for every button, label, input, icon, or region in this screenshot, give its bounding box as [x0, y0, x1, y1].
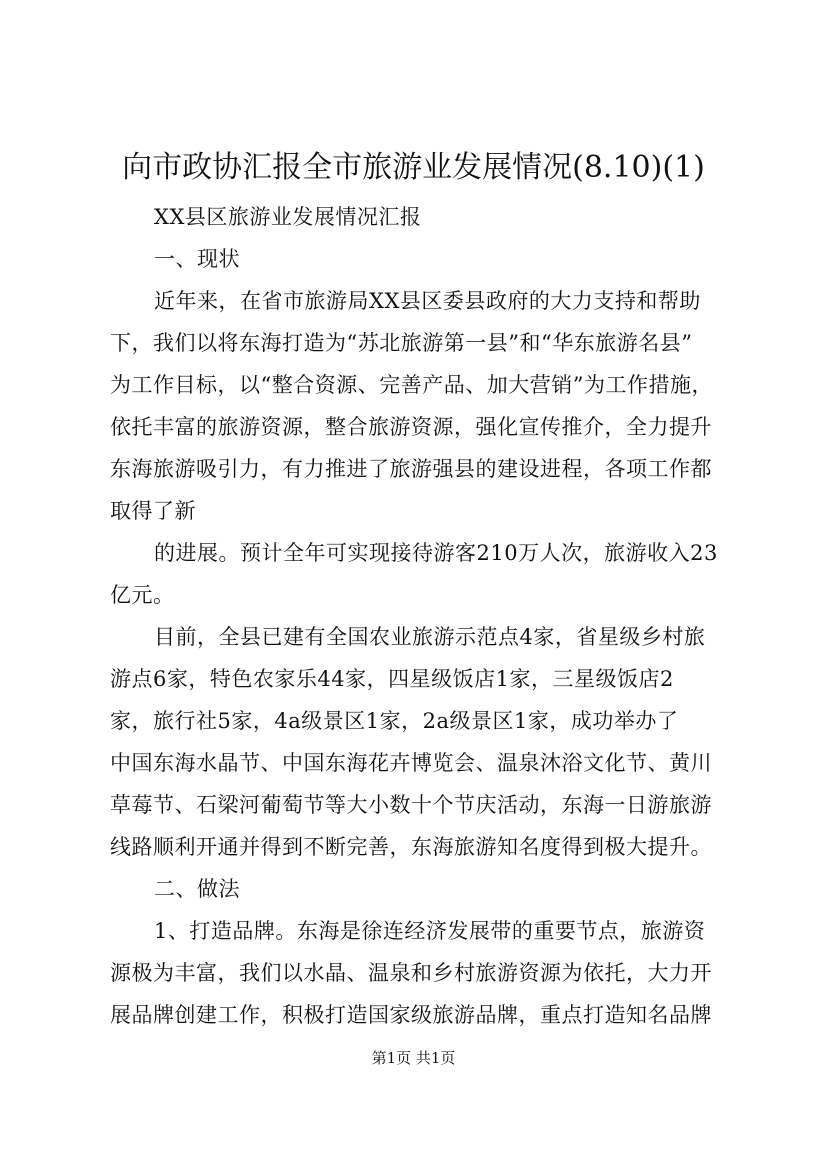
subtitle-line: XX县区旅游业发展情况汇报 — [154, 205, 422, 229]
paragraph-line: 源极为丰富，我们以水晶、温泉和乡村旅游资源为依托，大力开 — [110, 961, 712, 985]
paragraph-line: 目前，全县已建有全国农业旅游示范点4家，省星级乡村旅 — [154, 625, 706, 649]
paragraph-line: 近年来，在省市旅游局XX县区委县政府的大力支持和帮助 — [154, 289, 701, 313]
paragraph-line: 亿元。 — [110, 583, 175, 607]
page-number-footer: 第1页 共1页 — [371, 1049, 456, 1067]
paragraph-line: 草莓节、石梁河葡萄节等大小数十个节庆活动，东海一日游旅游 — [110, 793, 712, 817]
paragraph-line: 线路顺利开通并得到不断完善，东海旅游知名度得到极大提升。 — [110, 835, 712, 859]
paragraph-line: 游点6家，特色农家乐44家，四星级饭店1家，三星级饭店2 — [110, 667, 674, 691]
paragraph-line: 为工作目标，以“整合资源、完善产品、加大营销”为工作措施， — [110, 373, 713, 397]
paragraph-line: 中国东海水晶节、中国东海花卉博览会、温泉沐浴文化节、黄川 — [110, 751, 712, 775]
paragraph-line: 的进展。预计全年可实现接待游客210万人次，旅游收入23 — [154, 541, 718, 565]
document-body — [110, 196, 742, 1036]
document-title: 向市政协汇报全市旅游业发展情况(8.10)(1) — [122, 150, 705, 185]
section-heading-status: 一、现状 — [154, 247, 240, 271]
paragraph-line: 依托丰富的旅游资源，整合旅游资源，强化宣传推介，全力提升 — [110, 415, 712, 439]
paragraph-line: 1、打造品牌。东海是徐连经济发展带的重要节点，旅游资 — [154, 919, 706, 943]
paragraph-line: 取得了新 — [110, 499, 196, 523]
paragraph-line: 展品牌创建工作，积极打造国家级旅游品牌，重点打造知名品牌 — [110, 1003, 712, 1027]
paragraph-line: 下，我们以将东海打造为“苏北旅游第一县”和“华东旅游名县” — [110, 331, 693, 355]
paragraph-line: 东海旅游吸引力，有力推进了旅游强县的建设进程，各项工作都 — [110, 457, 712, 481]
section-heading-methods: 二、做法 — [154, 877, 240, 901]
paragraph-line: 家，旅行社5家，4a级景区1家，2a级景区1家，成功举办了 — [110, 709, 679, 733]
